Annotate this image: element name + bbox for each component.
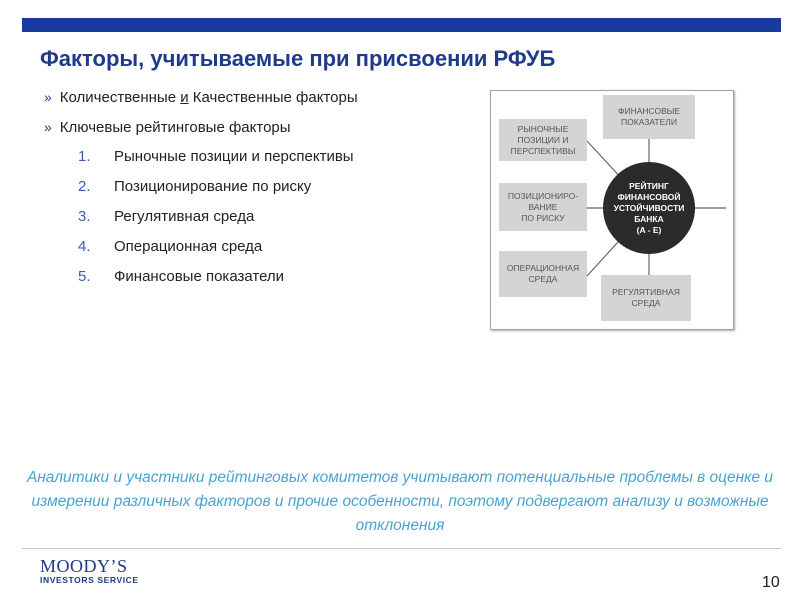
box-operational-environment: ОПЕРАЦИОННАЯ СРЕДА — [499, 251, 587, 297]
factor-item — [78, 146, 354, 176]
box-regulatory-environment: РЕГУЛЯТИВНАЯ СРЕДА — [601, 275, 691, 321]
factor-number: 5. — [78, 268, 91, 285]
factor-item — [78, 236, 354, 266]
slide-title: Факторы, учитываемые при присвоении РФУБ — [40, 46, 556, 71]
factor-number: 1. — [78, 148, 91, 165]
bullet-underlined-text: и — [180, 89, 189, 106]
box-risk-positioning: ПОЗИЦИОНИРО- ВАНИЕ ПО РИСКУ — [499, 183, 587, 231]
bullet-item — [44, 116, 464, 146]
factor-item — [78, 176, 354, 206]
bullet-item — [44, 86, 464, 116]
header-bar — [22, 18, 781, 32]
factor-number: 4. — [78, 238, 91, 255]
analyst-note: Аналитики и участники рейтинговых комитетов учитывают потенциальные проблемы в оценке и измерении различных факторов и прочие особенности, поэтому подвергают анализу и возможные отклонения — [26, 469, 774, 534]
bullet-marker: » — [44, 89, 52, 105]
bullet-marker: » — [44, 119, 52, 135]
factor-label: Позиционирование по риску — [114, 178, 312, 195]
page-number: 10 — [762, 574, 780, 591]
box-market-position: РЫНОЧНЫЕ ПОЗИЦИИ И ПЕРСПЕКТИВЫ — [499, 119, 587, 161]
bullet-list — [44, 86, 464, 146]
factor-item — [78, 206, 354, 236]
factor-label: Операционная среда — [114, 238, 263, 255]
rating-center-circle: РЕЙТИНГ ФИНАНСОВОЙ УСТОЙЧИВОСТИ БАНКА (A - E) — [603, 162, 695, 254]
rating-diagram — [490, 90, 734, 330]
factor-number: 2. — [78, 178, 91, 195]
logo-line1: MOODY’S — [40, 556, 128, 576]
bullet-text: Качественные факторы — [188, 89, 358, 106]
factor-item — [78, 266, 354, 296]
bullet-text: Ключевые рейтинговые факторы — [59, 119, 291, 136]
moodys-logo — [40, 557, 139, 585]
factor-label: Регулятивная среда — [114, 208, 255, 225]
logo-line2: INVESTORS SERVICE — [40, 575, 139, 585]
factor-list — [78, 146, 354, 296]
factor-number: 3. — [78, 208, 91, 225]
bullet-text: Количественные — [59, 89, 181, 106]
factor-label: Рыночные позиции и перспективы — [114, 148, 354, 165]
factor-label: Финансовые показатели — [114, 268, 285, 285]
box-financial-indicators: ФИНАНСОВЫЕ ПОКАЗАТЕЛИ — [603, 95, 695, 139]
footer-divider — [22, 548, 781, 549]
